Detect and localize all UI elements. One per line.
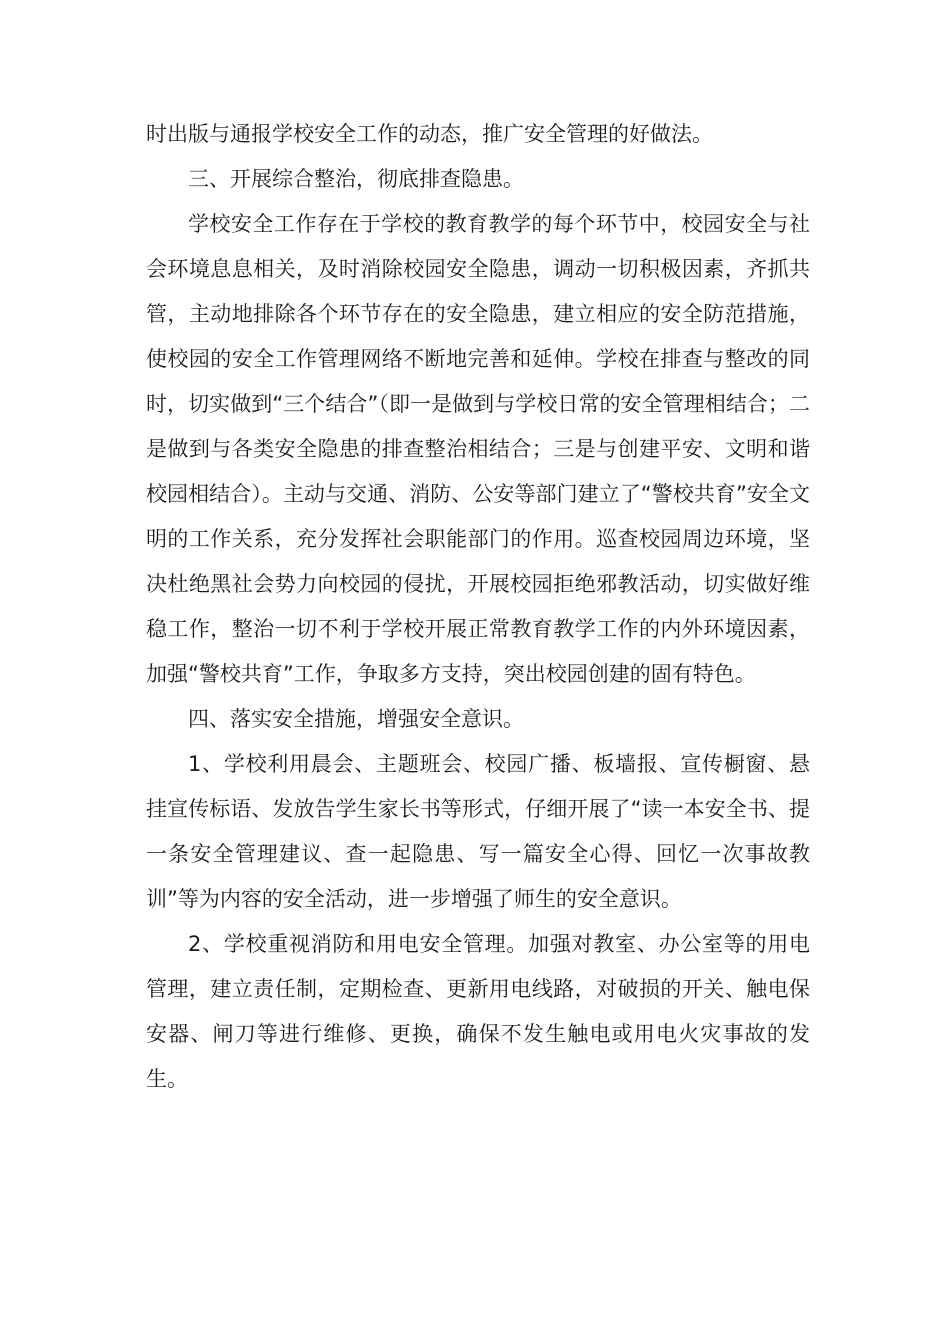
section-heading-4: 四、落实安全措施，增强安全意识。 bbox=[188, 707, 524, 731]
section-heading-3: 三、开展综合整治，彻底排查隐患。 bbox=[188, 167, 524, 191]
paragraph-item-2: 2、学校重视消防和用电安全管理。加强对教室、办公室等的用电管理，建立责任制，定期检查、更新用电线路，对破损的开关、触电保安器、闸刀等进行维修、更换，确保不发生触电或用电火灾事故的发生。 bbox=[146, 932, 810, 1091]
paragraph-rectification: 学校安全工作存在于学校的教育教学的每个环节中，校园安全与社会环境息息相关，及时消除校园安全隐患，调动一切积极因素，齐抓共管，主动地排除各个环节存在的安全隐患，建立相应的安全防范措施，使校园的安全工作管理网络不断地完善和延伸。学校在排查与整改的同时，切实做到“三个结合”（即一是做到与学校日常的安全管理相结合；二是做到与各类安全隐患的排查整治相结合；三是与创建平安、文明和谐校园相结合）。主动与交通、消防、公安等部门建立了“警校共育”安全文明的工作关系，充分发挥社会职能部门的作用。巡查校园周边环境，坚决杜绝黑社会势力向校园的侵扰，开展校园拒绝邪教活动，切实做好维稳工作，整治一切不利于学校开展正常教育教学工作的内外环境因素，加强“警校共育”工作，争取多方支持，突出校园创建的固有特色。 bbox=[146, 212, 810, 686]
paragraph-item-1: 1、学校利用晨会、主题班会、校园广播、板墙报、宣传橱窗、悬挂宣传标语、发放告学生家长书等形式，仔细开展了“读一本安全书、提一条安全管理建议、查一起隐患、写一篇安全心得、回忆一次事故教训”等为内容的安全活动，进一步增强了师生的安全意识。 bbox=[146, 752, 810, 911]
paragraph-continuation: 时出版与通报学校安全工作的动态，推广安全管理的好做法。 bbox=[146, 122, 713, 146]
document-body bbox=[146, 112, 810, 1102]
